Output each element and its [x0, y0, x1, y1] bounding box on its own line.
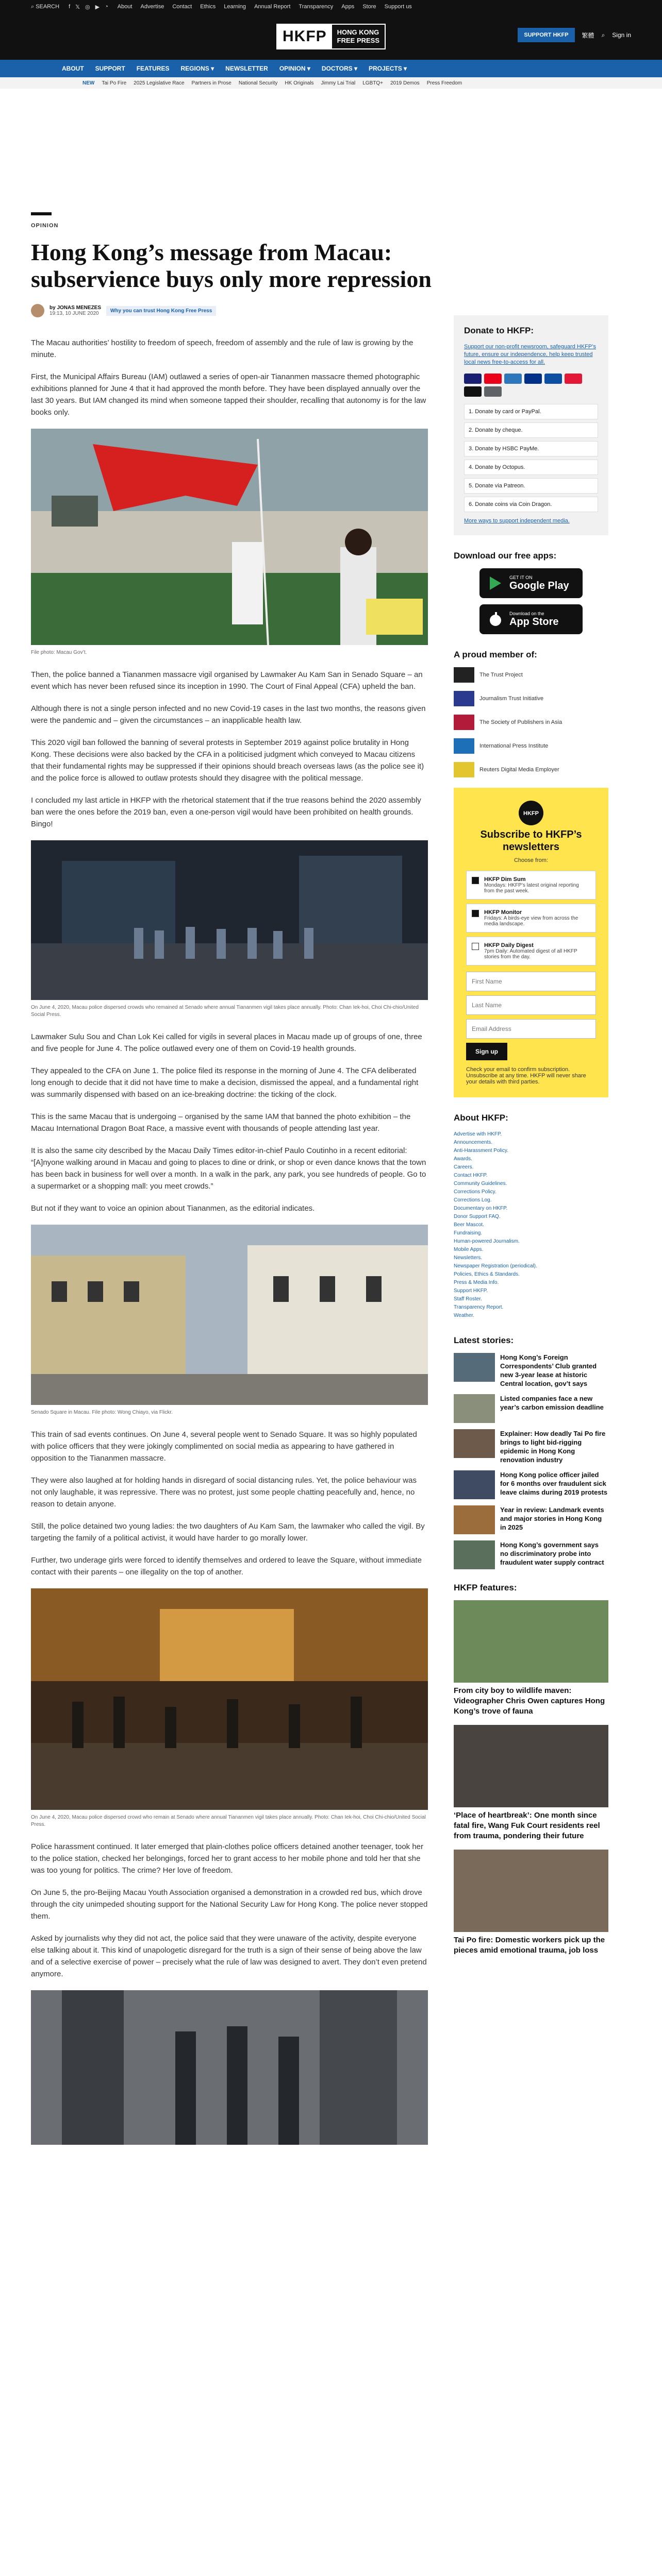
google-play-icon [488, 575, 503, 591]
app-store-button[interactable] [479, 604, 583, 634]
signin-link[interactable]: Sign in [612, 31, 631, 39]
photo-senado-square [31, 1225, 428, 1405]
nav-item[interactable]: NEWSLETTER [225, 65, 268, 72]
latest-title: Latest stories: [454, 1335, 514, 1345]
paragraph: I concluded my last article in HKFP with the rhetorical statement that if the true reasons behind the 2020 assembly ban were the ones before the 2019 ban, even a one-person vigil would have been prohibited on health grounds. Bingo! [31, 796, 421, 828]
language-link[interactable]: 繁體 [582, 31, 594, 39]
paragraph: The Macau authorities’ hostility to freedom of speech, freedom of assembly and the rule of law is growing by the minute. [31, 338, 413, 359]
image-caption: File photo: Macau Gov’t. [31, 650, 87, 655]
member-item[interactable] [454, 667, 608, 683]
about-link[interactable]: Newspaper Registration (periodical). [454, 1263, 537, 1269]
story-thumbnail [454, 1470, 495, 1499]
signup-button[interactable]: Sign up [466, 1043, 507, 1060]
about-link[interactable]: Beer Mascot. [454, 1222, 484, 1228]
about-link[interactable]: Anti-Harassment Policy. [454, 1148, 508, 1154]
paragraph: Still, the police detained two young ladies: the two daughters of Au Kam Sam, the lawmaker who called the vigil. By targeting the family of a political activist, it would have harder to go morally lower. [31, 1522, 425, 1543]
newsletter-note: Check your email to confirm subscription. Unsubscribe at any time. HKFP will never share your details with third parties. [466, 1066, 586, 1085]
logo-line-2: FREE PRESS [337, 37, 380, 44]
donate-title: Donate to HKFP: [464, 326, 534, 335]
story-title: Hong Kong police officer jailed for 6 months over fraudulent sick leave claims during 2019 protests [500, 1471, 608, 1496]
google-play-small: GET IT ON [509, 574, 533, 580]
about-title: About HKFP: [454, 1113, 508, 1123]
feature-image[interactable] [454, 1725, 608, 1807]
member-item[interactable] [454, 715, 608, 730]
subnav-item[interactable]: National Security [238, 80, 278, 86]
donate-option[interactable]: 3. Donate by HSBC PayMe. [464, 441, 598, 456]
subnav-item[interactable]: Press Freedom [426, 80, 462, 86]
feature-image[interactable] [454, 1600, 608, 1683]
image-caption: Senado Square in Macau. File photo: Wong Chiayo, via Flickr. [31, 1410, 173, 1415]
byline [31, 304, 428, 317]
paragraph: First, the Municipal Affairs Bureau (IAM) outlawed a series of open-air Tiananmen massacre themed photographic exhibitions planned for June 4 that it had approved the month before. They have been displayed annually over the last 30 years. But IAM changed its mind when someone tapped their shoulder, recalling that autonomy is for the law books only. [31, 372, 426, 417]
sub-nav [0, 77, 662, 89]
photo-flag-ceremony [31, 429, 428, 645]
paragraph: They were also laughed at for holding hands in disregard of social distancing rules. Yet, the police behaviour was not only laughable, it was repressive. There was no protest, just some people chatting peacefully and, hence, no reason to detain anyone. [31, 1476, 417, 1509]
logo-text [332, 28, 385, 45]
story-title: Hong Kong’s Foreign Correspondents’ Club granted new 3-year lease at historic Central location, gov’t says [500, 1353, 597, 1387]
article-title: Hong Kong’s message from Macau: subservience buys only more repression [31, 239, 432, 292]
amex-icon [504, 374, 522, 384]
paragraph: Further, two underage girls were forced to identify themselves and ordered to leave the Square, without immediate contact with their parents – one illegality on the top of another. [31, 1556, 422, 1577]
svg-text:HKFP: HKFP [523, 810, 539, 817]
about-link[interactable]: Advertise with HKFP. [454, 1131, 502, 1137]
latest-story[interactable] [454, 1429, 608, 1464]
search-link[interactable]: ⌕ SEARCH [31, 3, 60, 10]
article-image-crowd [31, 1588, 428, 1810]
author-avatar [31, 304, 44, 317]
paragraph: Police harassment continued. It later emerged that plain-clothes police officers detained another teenager, took her to the police station, checked her belongings, forced her to grant access to her mobile phone and told her that she was too young for politics. The crime? Her love of freedom. [31, 1842, 424, 1875]
top-link[interactable]: Learning [224, 4, 246, 10]
top-link[interactable]: Contact [172, 4, 192, 10]
google-pay-icon [484, 386, 502, 397]
subnav-item[interactable]: Tai Po Fire [102, 80, 127, 86]
article-image-police [31, 840, 428, 1000]
nav-item[interactable]: REGIONS ▾ [180, 65, 214, 72]
about-link[interactable]: Corrections Log. [454, 1197, 492, 1203]
about-link[interactable]: Announcements. [454, 1140, 493, 1145]
story-thumbnail [454, 1353, 495, 1382]
instagram-icon[interactable]: ◎ [85, 4, 90, 10]
donate-option[interactable]: 2. Donate by cheque. [464, 422, 598, 438]
about-link[interactable]: Human-powered Journalism. [454, 1239, 520, 1244]
donate-option[interactable]: 6. Donate coins via Coin Dragon. [464, 497, 598, 512]
top-link[interactable]: Apps [341, 4, 355, 10]
paragraph: Lawmaker Sulu Sou and Chan Lok Kei called for vigils in several places in Macau made up of groups of one, three and five people for June 4. The police outlawed every one of them on Covid-19 health grounds. [31, 1032, 422, 1053]
sopa-icon [454, 715, 474, 730]
social-icons [69, 4, 108, 10]
top-link[interactable]: Ethics [200, 4, 216, 10]
article-image-square [31, 1225, 428, 1405]
photo-crowd-night [31, 1588, 428, 1810]
top-links [118, 4, 412, 10]
trust-project-icon [454, 667, 474, 683]
nav-item[interactable]: PROJECTS ▾ [369, 65, 407, 72]
paragraph: This is the same Macau that is undergoing – organised by the same IAM that banned the photo exhibition – the Macau International Dragon Boat Race, a massive event with thousands of people attending last year. [31, 1112, 411, 1133]
about-link[interactable]: Contact HKFP. [454, 1173, 488, 1178]
support-button[interactable]: SUPPORT HKFP [518, 28, 574, 42]
paragraph: They appealed to the CFA on June 1. The police filed its response in the morning of June 4. The CFA deliberated long enough to decide that it did not have time to make a decision, dismissed the appeal, and a fundamental right was summarily dispensed with based on an ice-breaking doctrine: the ticking of the clock. [31, 1066, 419, 1099]
top-link[interactable]: Annual Report [254, 4, 291, 10]
trust-link[interactable]: Why you can trust Hong Kong Free Press [106, 306, 216, 316]
member-item[interactable] [454, 762, 608, 777]
about-link[interactable]: Newsletters. [454, 1255, 483, 1261]
member-label: Journalism Trust Initiative [479, 696, 544, 702]
paragraph: But not if they want to voice an opinion about Tiananmen, as the editorial indicates. [31, 1204, 315, 1213]
about-link[interactable]: Policies, Ethics & Standards. [454, 1272, 520, 1277]
paragraph: This train of sad events continues. On June 4, several people went to Senado Square. It was so highly populated with police officers that they were jokingly complimented on social media as appearing to have gathered in opposition to the Tiananmen massacre. [31, 1430, 417, 1463]
logo-mark: HKFP [277, 25, 332, 48]
article-body [31, 337, 428, 2145]
google-play-large: Google Play [509, 580, 569, 591]
feature-title[interactable]: ‘Place of heartbreak’: One month since fatal fire, Wang Fuk Court residents reel from trauma, pondering their future [454, 1811, 600, 1840]
story-title: Hong Kong’s government says no discriminatory probe into fraudulent water supply contract [500, 1541, 604, 1566]
latest-story[interactable] [454, 1540, 608, 1569]
story-thumbnail [454, 1505, 495, 1534]
subnav-item[interactable]: 2019 Demos [390, 80, 420, 86]
logo-line-1: HONG KONG [337, 28, 379, 36]
photo-street-police [31, 1990, 428, 2145]
image-caption: On June 4, 2020, Macau police dispersed crowds who remained at Senado where annual Tiananmen vigil takes place annually. Photo: Chan Iek-hoi, Choi Chi-chio/United Social Press. [31, 1005, 419, 1018]
checkbox-icon[interactable] [472, 943, 479, 950]
newsletter-name: HKFP Dim Sum [484, 876, 526, 883]
feature-title[interactable]: Tai Po fire: Domestic workers pick up the pieces amid emotional trauma, job loss [454, 1936, 605, 1955]
about-link[interactable]: Support HKFP. [454, 1288, 488, 1294]
visa-icon [464, 374, 482, 384]
sidebar [454, 315, 608, 1964]
article-image-street [31, 1990, 428, 2145]
jti-icon [454, 691, 474, 706]
donate-text[interactable]: Support our non-profit newsroom, safeguard HKFP’s future, ensure our independence, help keep trusted local news free-to-access for all. [464, 344, 596, 365]
story-title: Year in review: Landmark events and major stories in Hong Kong in 2025 [500, 1506, 604, 1531]
about-link[interactable]: Careers. [454, 1164, 474, 1170]
photo-police-night [31, 840, 428, 1000]
subnav-item[interactable]: HK Originals [285, 80, 314, 86]
google-play-button[interactable] [479, 568, 583, 598]
article [31, 212, 432, 2149]
donate-option[interactable]: 4. Donate by Octopus. [464, 460, 598, 475]
site-logo[interactable] [276, 24, 386, 49]
about-link[interactable]: Awards. [454, 1156, 472, 1162]
app-store-small: Download on the [509, 611, 544, 616]
article-category[interactable]: OPINION [31, 223, 59, 229]
author-name[interactable]: by JONAS MENEZES [49, 305, 102, 311]
checkbox-icon[interactable] [472, 877, 479, 884]
newsletter-desc: 7pm Daily: Automated digest of all HKFP stories from the day. [484, 948, 577, 960]
apple-icon [488, 612, 503, 627]
about-link[interactable]: Donor Support FAQ. [454, 1214, 501, 1219]
paragraph: Asked by journalists why they did not act, the police said that they were unaware of the activity, despite everyone else talking about it. This kind of unapologetic disregard for the truth is a sign of their sense of being above the law and of a selective exercise of power – precisely what the rule of law was designed to avert. They don’t even pretend anymore. [31, 1934, 427, 1978]
about-link[interactable]: Transparency Report. [454, 1304, 504, 1310]
about-link[interactable]: Documentary on HKFP. [454, 1206, 508, 1211]
donate-option[interactable]: 1. Donate by card or PayPal. [464, 404, 598, 419]
member-label: The Trust Project [479, 672, 523, 678]
newsletter-desc: Mondays: HKFP’s latest original reporting from the past week. [484, 883, 579, 894]
member-label: Reuters Digital Media Employer [479, 767, 559, 773]
header-actions [518, 28, 631, 42]
jcb-icon [544, 374, 562, 384]
paypal-icon [524, 374, 542, 384]
top-link[interactable]: About [117, 4, 133, 10]
newsletter-name: HKFP Daily Digest [484, 942, 534, 948]
subnav-item[interactable]: 2025 Legislative Race [134, 80, 185, 86]
feature-title[interactable]: From city boy to wildlife maven: Videographer Chris Owen captures Hong Kong’s trove of fauna [454, 1686, 605, 1716]
main-nav [0, 60, 662, 77]
paragraph: This 2020 vigil ban followed the banning of several protests in September 2019 against police brutality in Hong Kong. These decisions were also backed by the CFA in a politicised judgment which conveyed to Macau citizens that their fundamental rights may be suppressed if their opinions should breach overseas laws (as the police see it) and the police force is allowed to outlaw protests should they disagree with the political message. [31, 738, 424, 783]
subnav-item[interactable]: Partners in Prose [191, 80, 231, 86]
nav-item[interactable]: OPINION ▾ [279, 65, 310, 72]
story-title: Listed companies face a new year’s carbon emission deadline [500, 1395, 604, 1411]
newsletter-title: Subscribe to HKFP’s newsletters [480, 829, 582, 853]
ipi-icon [454, 738, 474, 754]
about-link[interactable]: Staff Roster. [454, 1296, 482, 1302]
x-icon[interactable]: 𝕏 [75, 4, 80, 10]
member-item[interactable] [454, 691, 608, 706]
paragraph: It is also the same city described by the Macau Daily Times editor-in-chief Paulo Coutinho in a recent editorial: “[A]nyone walking around in Macau and going to places to dine or drink, or shop or even dance knows that the town has been back in business for well over a month. In a walk in the park, any park, you see hundreds of people. Go to a supermarket or a shopping mall: you meet crowds.” [31, 1146, 426, 1191]
paragraph: On June 5, the pro-Beijing Macau Youth Association organised a demonstration in a crowded red bus, which drove through the city unimpeded shouting support for the National Security Law for Hong Kong. The police never stopped them. [31, 1888, 428, 1921]
newsletter-subtitle: Choose from: [514, 857, 549, 863]
latest-story[interactable] [454, 1470, 608, 1499]
about-link[interactable]: Mobile Apps. [454, 1247, 484, 1252]
paragraph: Although there is not a single person infected and no new Covid-19 cases in the last two months, the reasons given were the pandemic and – given the circumstances – an inapplicable health law. [31, 704, 426, 725]
first-name-field[interactable]: First Name [466, 972, 596, 991]
story-thumbnail [454, 1429, 495, 1458]
newsletter-name: HKFP Monitor [484, 909, 522, 916]
app-store-large: App Store [509, 616, 559, 628]
feature-image[interactable] [454, 1850, 608, 1932]
apple-pay-icon [464, 386, 482, 397]
about-link[interactable]: Community Guidelines. [454, 1181, 507, 1187]
last-name-field[interactable]: Last Name [466, 995, 596, 1015]
rss-icon[interactable]: ◔ [105, 3, 108, 10]
top-link[interactable]: Transparency [299, 4, 334, 10]
subnav-item[interactable]: LGBTQ+ [362, 80, 383, 86]
search-label: SEARCH [36, 3, 60, 10]
top-link[interactable]: Store [362, 4, 376, 10]
features-title: HKFP features: [454, 1583, 517, 1592]
site-header [0, 13, 662, 60]
feature-list [454, 1600, 608, 1956]
email-field[interactable]: Email Address [466, 1019, 596, 1039]
latest-story[interactable] [454, 1505, 608, 1534]
more-ways-link[interactable]: More ways to support independent media. [464, 518, 570, 524]
mastercard-icon [484, 374, 502, 384]
about-link[interactable]: Fundraising. [454, 1230, 483, 1236]
member-label: The Society of Publishers in Asia [479, 719, 562, 725]
member-item[interactable] [454, 738, 608, 754]
new-badge: NEW [82, 80, 95, 86]
newsletter-option[interactable] [466, 871, 596, 900]
latest-story[interactable] [454, 1394, 608, 1423]
about-link[interactable]: Weather. [454, 1313, 474, 1318]
newsletter-option[interactable] [466, 904, 596, 933]
hkfp-badge-icon [518, 800, 544, 826]
article-image-flag [31, 429, 428, 645]
story-thumbnail [454, 1394, 495, 1423]
payment-logos [464, 374, 598, 397]
nav-item[interactable]: ABOUT [62, 65, 84, 72]
nav-item[interactable]: SUPPORT [95, 65, 125, 72]
story-title: Explainer: How deadly Tai Po fire brings to light bid-rigging epidemic in Hong Kong renovation industry [500, 1430, 606, 1464]
top-link[interactable]: Support us [384, 4, 412, 10]
paragraph: Then, the police banned a Tiananmen massacre vigil organised by Lawmaker Au Kam San in Senado Square – an event which has never been refused since its inception in 1990. The Court of Final Appeal (CFA) upheld the ban. [31, 670, 423, 691]
newsletter-option[interactable] [466, 937, 596, 965]
top-link[interactable]: Advertise [140, 4, 164, 10]
member-label: International Press Institute [479, 743, 549, 749]
facebook-icon[interactable]: f [69, 3, 71, 10]
utility-bar [0, 0, 662, 13]
about-link[interactable]: Press & Media Info. [454, 1280, 499, 1285]
story-thumbnail [454, 1540, 495, 1569]
newsletter-box [454, 788, 608, 1097]
donate-option[interactable]: 5. Donate via Patreon. [464, 478, 598, 494]
about-list [454, 1130, 608, 1320]
unionpay-icon [565, 374, 582, 384]
youtube-icon[interactable]: ▶ [95, 4, 100, 10]
newsletter-desc: Fridays: A birds-eye view from across the media landscape. [484, 916, 578, 927]
donate-box [454, 315, 608, 535]
checkbox-icon[interactable] [472, 910, 479, 917]
category-rule [31, 212, 52, 215]
search-icon[interactable]: ⌕ [601, 31, 605, 39]
subnav-item[interactable]: Jimmy Lai Trial [321, 80, 356, 86]
publish-date: 19:13, 10 JUNE 2020 [49, 311, 99, 316]
about-link[interactable]: Corrections Policy. [454, 1189, 496, 1195]
apps-title: Download our free apps: [454, 551, 557, 561]
image-caption: On June 4, 2020, Macau police dispersed crowd who remain at Senado where annual Tiananmen vigil takes place annually. Photo: Chan Iek-hoi, Choi Chi-chio/United Social Press. [31, 1815, 426, 1827]
reuters-icon [454, 762, 474, 777]
nav-item[interactable]: DOCTORS ▾ [321, 65, 358, 72]
member-title: A proud member of: [454, 650, 537, 659]
nav-item[interactable]: FEATURES [136, 65, 170, 72]
latest-story[interactable] [454, 1353, 608, 1388]
